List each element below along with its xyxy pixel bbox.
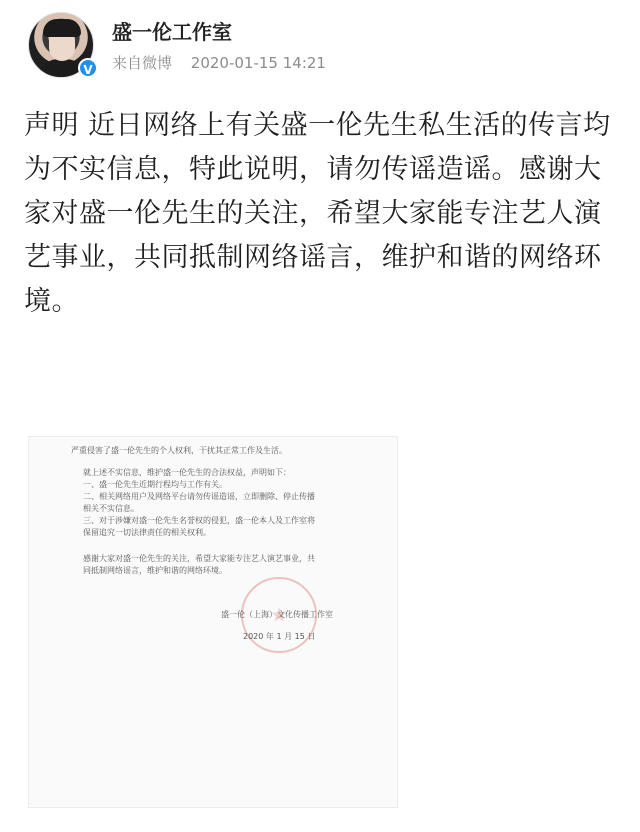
post-text: 声明 近日网络上有关盛一伦先生私生活的传言均为不实信息，特此说明，请勿传谣造谣。感谢大家对盛一伦先生的关注，希望大家能专注艺人演艺事业，共同抵制网络谣言，维护和谐的网络环境。 <box>24 110 611 317</box>
account-name[interactable]: 盛一伦工作室 <box>112 20 232 44</box>
doc-line: 同抵制网络谣言，维护和谐的网络环境。 <box>83 566 227 575</box>
doc-line: 一、盛一伦先生近期行程均与工作有关。 <box>83 480 227 489</box>
doc-line: 保留追究一切法律责任的相关权利。 <box>83 528 211 537</box>
doc-line: 严重侵害了盛一伦先生的个人权利，干扰其正常工作及生活。 <box>71 446 287 455</box>
statement-document-image[interactable] <box>28 436 398 808</box>
doc-line: 三、对于涉嫌对盛一伦先生名誉权的侵犯，盛一伦本人及工作室将 <box>83 516 315 525</box>
post-meta <box>112 52 326 73</box>
verified-badge-icon: V <box>78 58 98 78</box>
doc-line: 相关不实信息。 <box>83 504 139 513</box>
doc-line: 2020 年 1 月 15 日 <box>243 632 316 641</box>
post-header <box>24 8 624 80</box>
doc-line: 盛一伦（上海）文化传播工作室 <box>221 610 333 619</box>
doc-line: 感谢大家对盛一伦先生的关注，希望大家能专注艺人演艺事业，共 <box>83 554 315 563</box>
post-timestamp: 2020-01-15 14:21 <box>190 54 326 72</box>
post-source: 来自微博 <box>112 54 173 72</box>
doc-line: 就上述不实信息，维护盛一伦先生的合法权益，声明如下： <box>83 468 291 477</box>
doc-line: 二、相关网络用户及网络平台请勿传谣造谣，立即删除、停止传播 <box>83 492 315 501</box>
